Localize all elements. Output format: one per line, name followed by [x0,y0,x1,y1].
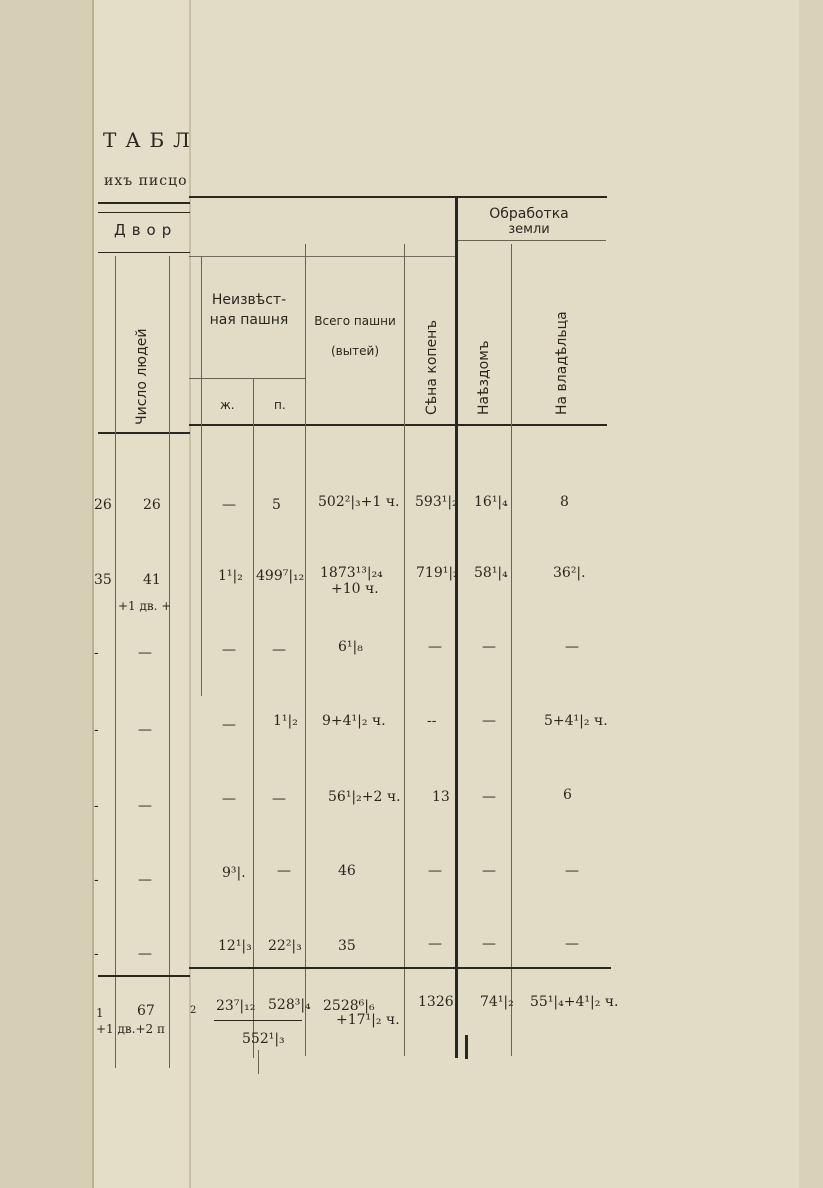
vsego-extra: +10 ч. [331,581,379,597]
chislo-cell: 41 [143,572,161,588]
totals-rule-left [98,975,190,977]
sena-cell: 593¹|₂ [415,494,458,510]
vsego-cell: 502²|₃+1 ч. [318,494,400,510]
naezdom-cell: — [482,713,496,729]
vsego-cell: 56¹|₂+2 ч. [328,789,401,805]
totals-p: 528³|₄ [268,997,311,1013]
vlad-cell: — [565,863,579,879]
col-line-2 [169,256,170,1068]
totals-chislo: 67 [137,1003,155,1019]
col-line-sena [404,244,405,1056]
left-num: - [94,645,99,661]
left-num: 26 [94,497,112,513]
header-bottom-rule [189,424,607,426]
header-rule-left [98,202,190,204]
left-page-edge [0,0,92,1188]
zh-cell: 12¹|₃ [218,938,252,954]
vsego-cell: 6¹|₈ [338,639,363,655]
col-line-vsego [305,244,306,1056]
totals-col-edge: 2 [190,1005,197,1016]
totals-vlad: 55¹|₄+4¹|₂ ч. [530,994,619,1010]
p-cell: 499⁷|₁₂ [256,568,305,584]
chislo-cell: — [138,946,152,962]
totals-zh: 23⁷|₁₂ [216,998,256,1014]
zemli-heading: земли [508,222,550,237]
zh-cell: — [222,642,236,658]
left-num: - [94,722,99,738]
right-page-edge [799,0,823,1188]
vsego-pashni-heading: Всего пашни [314,314,396,328]
col-line-obrabotka [455,198,458,1058]
totals-vsego-extra: +17¹|₂ ч. [336,1012,400,1028]
vsego-cell: 35 [338,938,356,954]
sena-heading: Сѣна копенъ [424,319,440,415]
chislo-cell: — [138,722,152,738]
dvor-label: Двор [114,221,178,239]
totals-left-num: 1 [96,1006,104,1020]
sena-cell: 13 [432,789,450,805]
vlad-cell: 5+4¹|₂ ч. [544,713,608,729]
zh-cell: — [222,497,236,513]
chislo-extra: +1 дв. + [118,599,172,613]
col-line-vlad [511,244,512,1056]
naezdom-cell: — [482,639,496,655]
naezdom-heading: Наѣздомъ [476,340,492,415]
totals-naezdom: 74¹|₂ [480,994,514,1010]
naezdom-cell: 16¹|₄ [474,494,508,510]
vlad-cell: 6 [563,787,572,803]
obrabotka-underline [458,240,606,241]
vsego-cell: 9+4¹|₂ ч. [322,713,386,729]
zh-cell: 1¹|₂ [218,568,243,584]
p-cell: — [277,863,291,879]
chislo-cell: — [138,645,152,661]
header-bottom-rule-left [98,432,190,434]
zh-cell: — [222,717,236,733]
totals-sena: 1326 [418,994,454,1010]
table-title-fragment: ТАБЛ [103,128,199,152]
sena-cell: — [428,639,442,655]
p-cell: 22²|₃ [268,938,302,954]
neizvestnaya-pashnya-heading: Неизвѣст- ная пашня [209,292,289,328]
totals-tick [465,1035,468,1059]
p-cell: 5 [272,497,281,513]
vsego-cell: 46 [338,863,356,879]
left-num: - [94,798,99,814]
left-num: - [94,872,99,888]
chislo-ludei-heading: Число людей [134,328,150,425]
table-subtitle-fragment: ихъ писцо [104,173,188,189]
p-cell: 1¹|₂ [273,713,298,729]
sena-cell: — [428,863,442,879]
sena-cell: 719¹|₂ [416,565,459,581]
chislo-cell: — [138,798,152,814]
totals-vsego: 2528⁶|₆ [323,998,375,1014]
sena-cell: -- [427,713,437,729]
totals-zh-p-brace [214,1020,302,1021]
header-rule-neizv [189,256,457,257]
header-rule-dvor [98,252,190,253]
vsego-cell: 1873¹³|₂₄ [320,565,383,581]
vlad-cell: — [565,639,579,655]
vlad-cell: 36²|. [553,565,586,581]
vsego-units: (вытей) [330,344,380,358]
zh-cell: — [222,791,236,807]
p-heading: п. [274,398,286,412]
p-cell: — [272,791,286,807]
chislo-cell: — [138,872,152,888]
header-rule-left-2 [98,212,190,213]
col-line-3 [201,256,202,696]
col-line-zh-p [253,378,254,1058]
obrabotka-heading: Обработка [489,206,569,222]
zh-cell: 9³|. [222,865,246,881]
sena-cell: — [428,936,442,952]
zh-heading: ж. [220,398,235,412]
na-vladeltsa-heading: На владѣльца [554,311,570,415]
naezdom-cell: 58¹|₄ [474,565,508,581]
left-num: - [94,946,99,962]
vlad-cell: — [565,936,579,952]
totals-rule [189,967,611,969]
naezdom-cell: — [482,863,496,879]
chislo-cell: 26 [143,497,161,513]
totals-chislo-extra: +1 дв.+2 п [96,1022,165,1036]
header-rule-zh-p [189,378,305,379]
p-cell: — [272,642,286,658]
vlad-cell: 8 [560,494,569,510]
header-rule-top [189,196,607,198]
col-line-1 [115,256,116,1068]
totals-tick-2 [258,1050,259,1074]
left-num: 35 [94,572,112,588]
naezdom-cell: — [482,936,496,952]
totals-zh-p-sum: 552¹|₃ [242,1031,285,1047]
naezdom-cell: — [482,789,496,805]
